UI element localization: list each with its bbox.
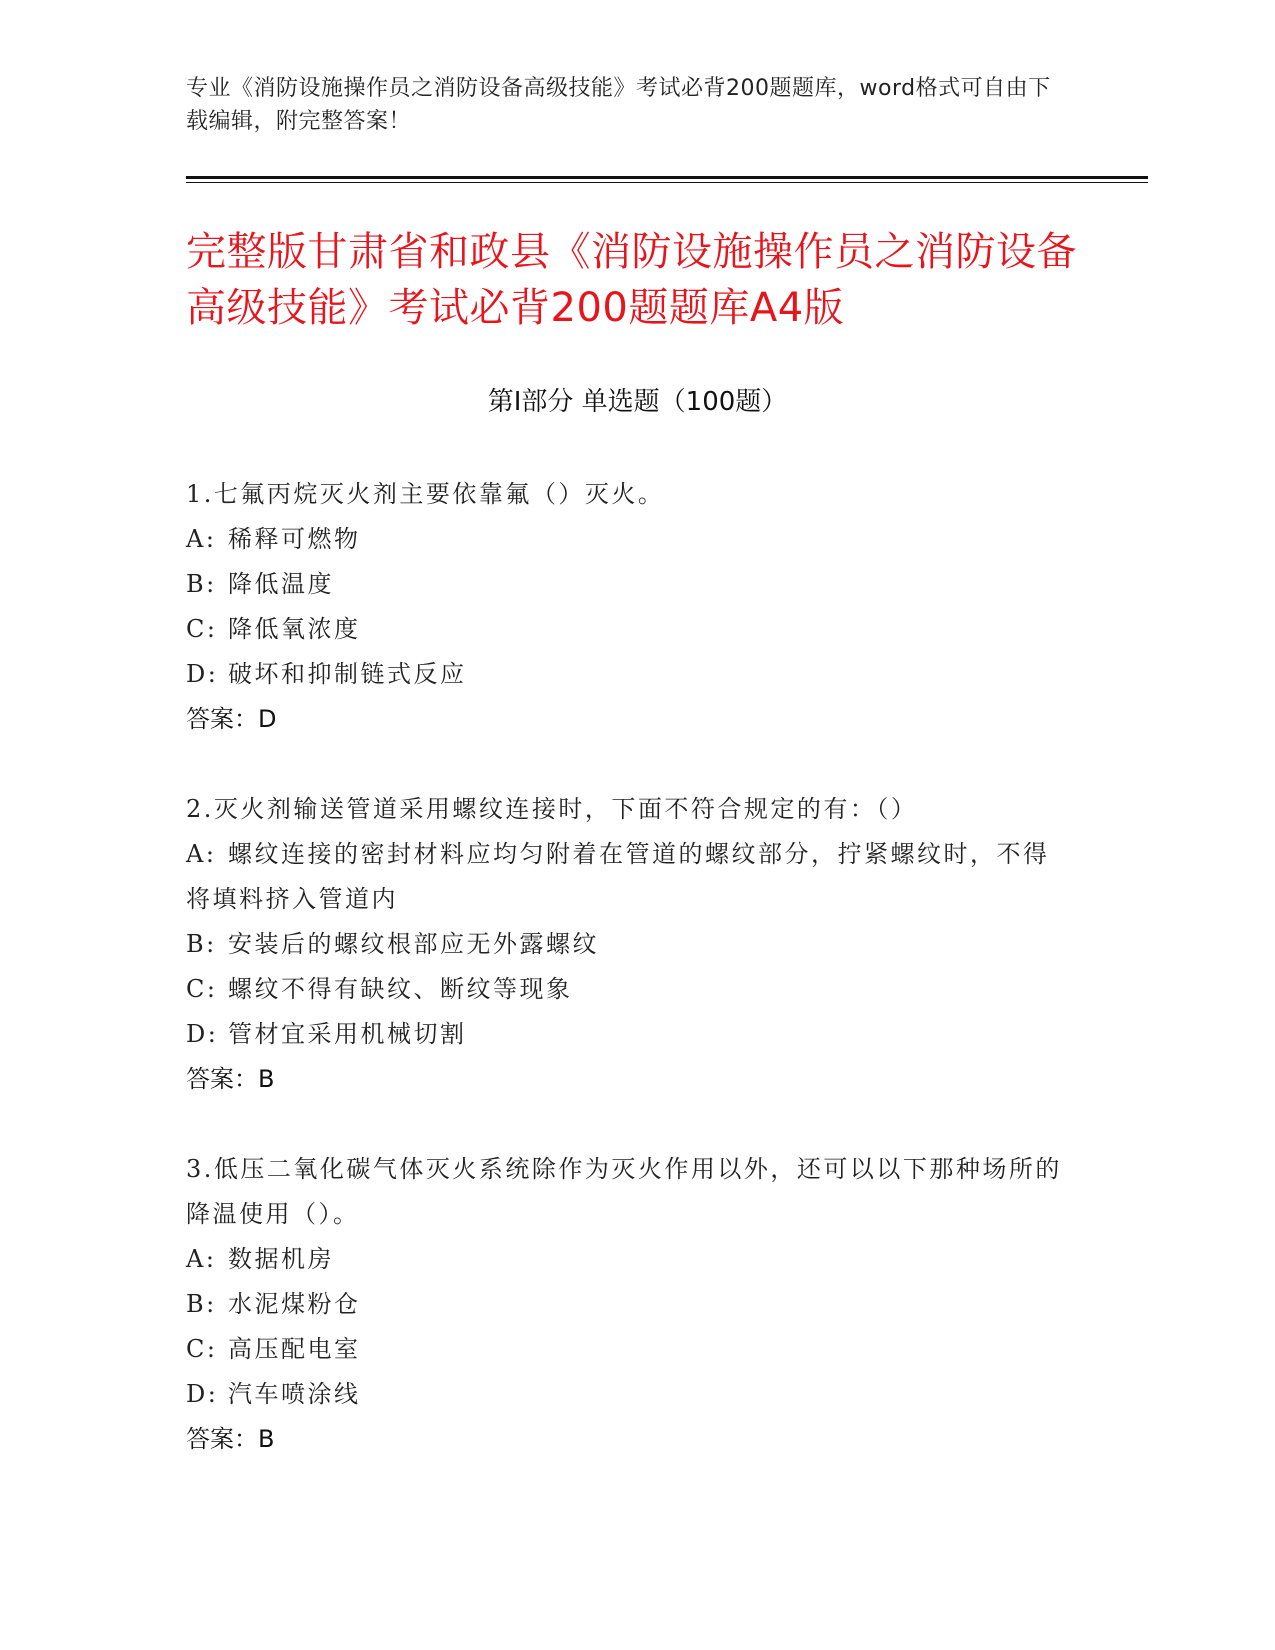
option-b [186, 922, 1066, 967]
option-d [186, 1012, 1066, 1057]
header-rule-thin [186, 182, 1148, 183]
option-d [186, 652, 1066, 697]
option-c [186, 967, 1066, 1012]
option-text: 螺纹不得有缺纹、断纹等现象 [228, 975, 573, 1003]
document-title: 完整版甘肃省和政县《消防设施操作员之消防设备高级技能》考试必背200题题库A4版 [186, 229, 1077, 331]
option-text: 破坏和抑制链式反应 [228, 660, 467, 688]
question-stem: 3.低压二氧化碳气体灭火系统除作为灭火作用以外，还可以以下那种场所的降温使用（）。 [186, 1155, 1062, 1228]
option-c [186, 607, 1066, 652]
option-b [186, 562, 1066, 607]
option-text: 螺纹连接的密封材料应均匀附着在管道的螺纹部分，拧紧螺纹时，不得将填料挤入管道内 [186, 840, 1050, 913]
option-text: 降低氧浓度 [228, 615, 361, 643]
option-key: A: [186, 525, 217, 553]
option-key: C: [186, 1335, 218, 1363]
option-text: 稀释可燃物 [228, 525, 361, 553]
option-key: B: [186, 1290, 217, 1318]
answer: 答案：D [186, 705, 277, 733]
option-a [186, 832, 1066, 922]
answer: 答案：B [186, 1425, 275, 1453]
question-stem: 2.灭火剂输送管道采用螺纹连接时，下面不符合规定的有：（） [186, 795, 918, 823]
option-text: 降低温度 [228, 570, 334, 598]
option-text: 安装后的螺纹根部应无外露螺纹 [228, 930, 599, 958]
option-a [186, 1237, 1066, 1282]
question-3 [186, 1147, 1066, 1462]
header-note: 专业《消防设施操作员之消防设备高级技能》考试必背200题题库，word格式可自由下载编辑，附完整答案！ [186, 76, 1051, 134]
header-rule-thick [186, 176, 1148, 179]
option-key: D: [186, 1020, 219, 1048]
question-1 [186, 472, 1066, 742]
option-key: A: [186, 1245, 217, 1273]
option-b [186, 1282, 1066, 1327]
option-a [186, 517, 1066, 562]
option-key: A: [186, 840, 217, 868]
question-2 [186, 787, 1066, 1102]
option-text: 高压配电室 [228, 1335, 361, 1363]
option-key: D: [186, 660, 219, 688]
option-key: B: [186, 930, 217, 958]
question-list [186, 472, 1066, 1507]
option-key: B: [186, 570, 217, 598]
option-key: C: [186, 975, 218, 1003]
option-key: C: [186, 615, 218, 643]
question-stem: 1.七氟丙烷灭火剂主要依靠氟（）灭火。 [186, 480, 665, 508]
option-text: 管材宜采用机械切割 [228, 1020, 467, 1048]
answer: 答案：B [186, 1065, 275, 1093]
option-key: D: [186, 1380, 219, 1408]
option-text: 数据机房 [228, 1245, 334, 1273]
option-text: 汽车喷涂线 [228, 1380, 361, 1408]
section-title: 第I部分 单选题（100题） [487, 387, 788, 417]
option-text: 水泥煤粉仓 [228, 1290, 361, 1318]
option-d [186, 1372, 1066, 1417]
option-c [186, 1327, 1066, 1372]
